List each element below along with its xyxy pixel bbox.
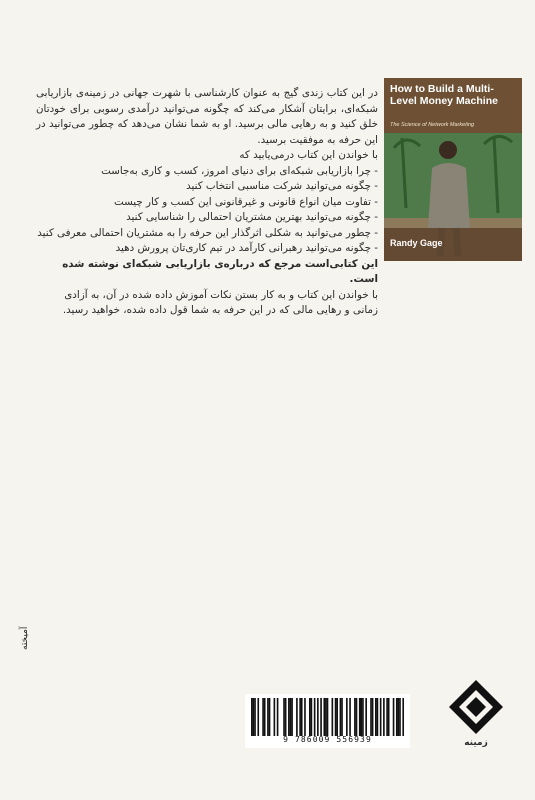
barcode-bar [361,698,363,736]
barcode-bar [393,698,395,736]
barcode-bar [299,698,301,736]
barcode-bar [291,698,293,736]
barcode-bar [335,698,337,736]
barcode-bar [341,698,343,736]
barcode-bar [296,698,298,736]
barcode-bar [323,698,325,736]
barcode-bar [311,698,313,736]
list-item: - چرا بازاریابی شبکه‌ای برای دنیای امروز، کسب و کاری به‌جاست [101,164,378,177]
barcode-bar [301,698,303,736]
closing-paragraph: با خواندن این کتاب و به کار بستن نکات آموزش داده شده در آن، به آزادی زمانی و رهایی مالی که در این حرفه به شما قول داده شده، خواهید رسید. [62,288,378,316]
barcode-bar [251,698,253,736]
barcode-bar [314,698,316,736]
barcode-bar [274,698,276,736]
barcode-bar [340,698,342,736]
barcode-bar [262,698,264,736]
barcode-bars [251,698,404,736]
barcode-bar [254,698,256,736]
original-book-cover [384,78,522,261]
barcode-bar [317,698,319,736]
barcode-bar [362,698,364,736]
cover-author: Randy Gage [390,238,443,248]
barcode-bar [356,698,358,736]
intro-paragraph: در این کتاب زندی گیج به عنوان کارشناسی با شهرت جهانی در زمینه‌ی بازاریابی شبکه‌ای، برایتان آشکار می‌کند که چگونه می‌توانید درآمدی رسوبی برای خودتان خلق کنید و به رهایی مالی برسید. او به شما نشان می‌دهد که چطور می‌توانید در این حرفه به موفقیت برسید. [36,87,378,146]
list-item: - چگونه می‌توانید شرکت مناسبی انتخاب کنید [186,180,378,192]
barcode-bar [402,698,404,736]
description-text [36,86,378,319]
barcode-bar [269,698,271,736]
barcode-bar [383,698,385,736]
side-stamp: آمیخته [20,626,30,650]
barcode-bar [386,698,388,736]
barcode-bar [264,698,266,736]
barcode-bar [375,698,377,736]
barcode-bar [267,698,269,736]
barcode-bar [349,698,351,736]
barcode-bar [399,698,401,736]
barcode-bar [332,698,334,736]
list-heading: با خواندن این کتاب درمی‌یابید که [239,149,378,161]
cover-subtitle: The Science of Network Marketing [390,122,475,128]
barcode-bar [336,698,338,736]
barcode-bar [253,698,255,736]
barcode-bar [325,698,327,736]
barcode-bar [370,698,372,736]
isbn-barcode [245,694,410,748]
barcode-bar [377,698,379,736]
barcode-bar [327,698,329,736]
list-item: - تفاوت میان انواع قانونی و غیرقانونی این کسب و کار چیست [113,195,378,208]
barcode-bar [388,698,390,736]
list-item: - چگونه می‌توانید رهبرانی کارآمد در تیم کاری‌تان پرورش دهید [115,242,378,254]
barcode-bar [346,698,348,736]
publisher-name: زمینه [464,738,488,748]
barcode-bar [304,698,306,736]
barcode-bar [396,698,398,736]
barcode-bar [398,698,400,736]
barcode-bar [285,698,287,736]
cover-title: How to Build a Multi-Level Money Machine [390,83,498,107]
highlight-sentence: این کتابی‌است مرجع که درباره‌ی بازاریابی شبکه‌ای نوشته شده است. [62,257,378,285]
diamond-logo-icon [447,678,505,736]
benefits-list [36,164,378,257]
barcode-bar [290,698,292,736]
barcode-bar [365,698,367,736]
barcode-bar [354,698,356,736]
barcode-bar [277,698,279,736]
barcode-bar [283,698,285,736]
list-item: - چطور می‌توانید به شکلی اثرگذار این حرفه را به مشتریان احتمالی معرفی کنید [37,226,378,239]
barcode-bar [309,698,311,736]
barcode-bar [320,698,322,736]
barcode-bar [288,698,290,736]
barcode-bar [372,698,374,736]
barcode-bar [359,698,361,736]
list-item: - چگونه می‌توانید بهترین مشتریان احتمالی را شناسایی کنید [126,211,378,223]
isbn-number: 9 786009 556939 [283,735,372,744]
barcode-bar [380,698,382,736]
barcode-bar [257,698,259,736]
